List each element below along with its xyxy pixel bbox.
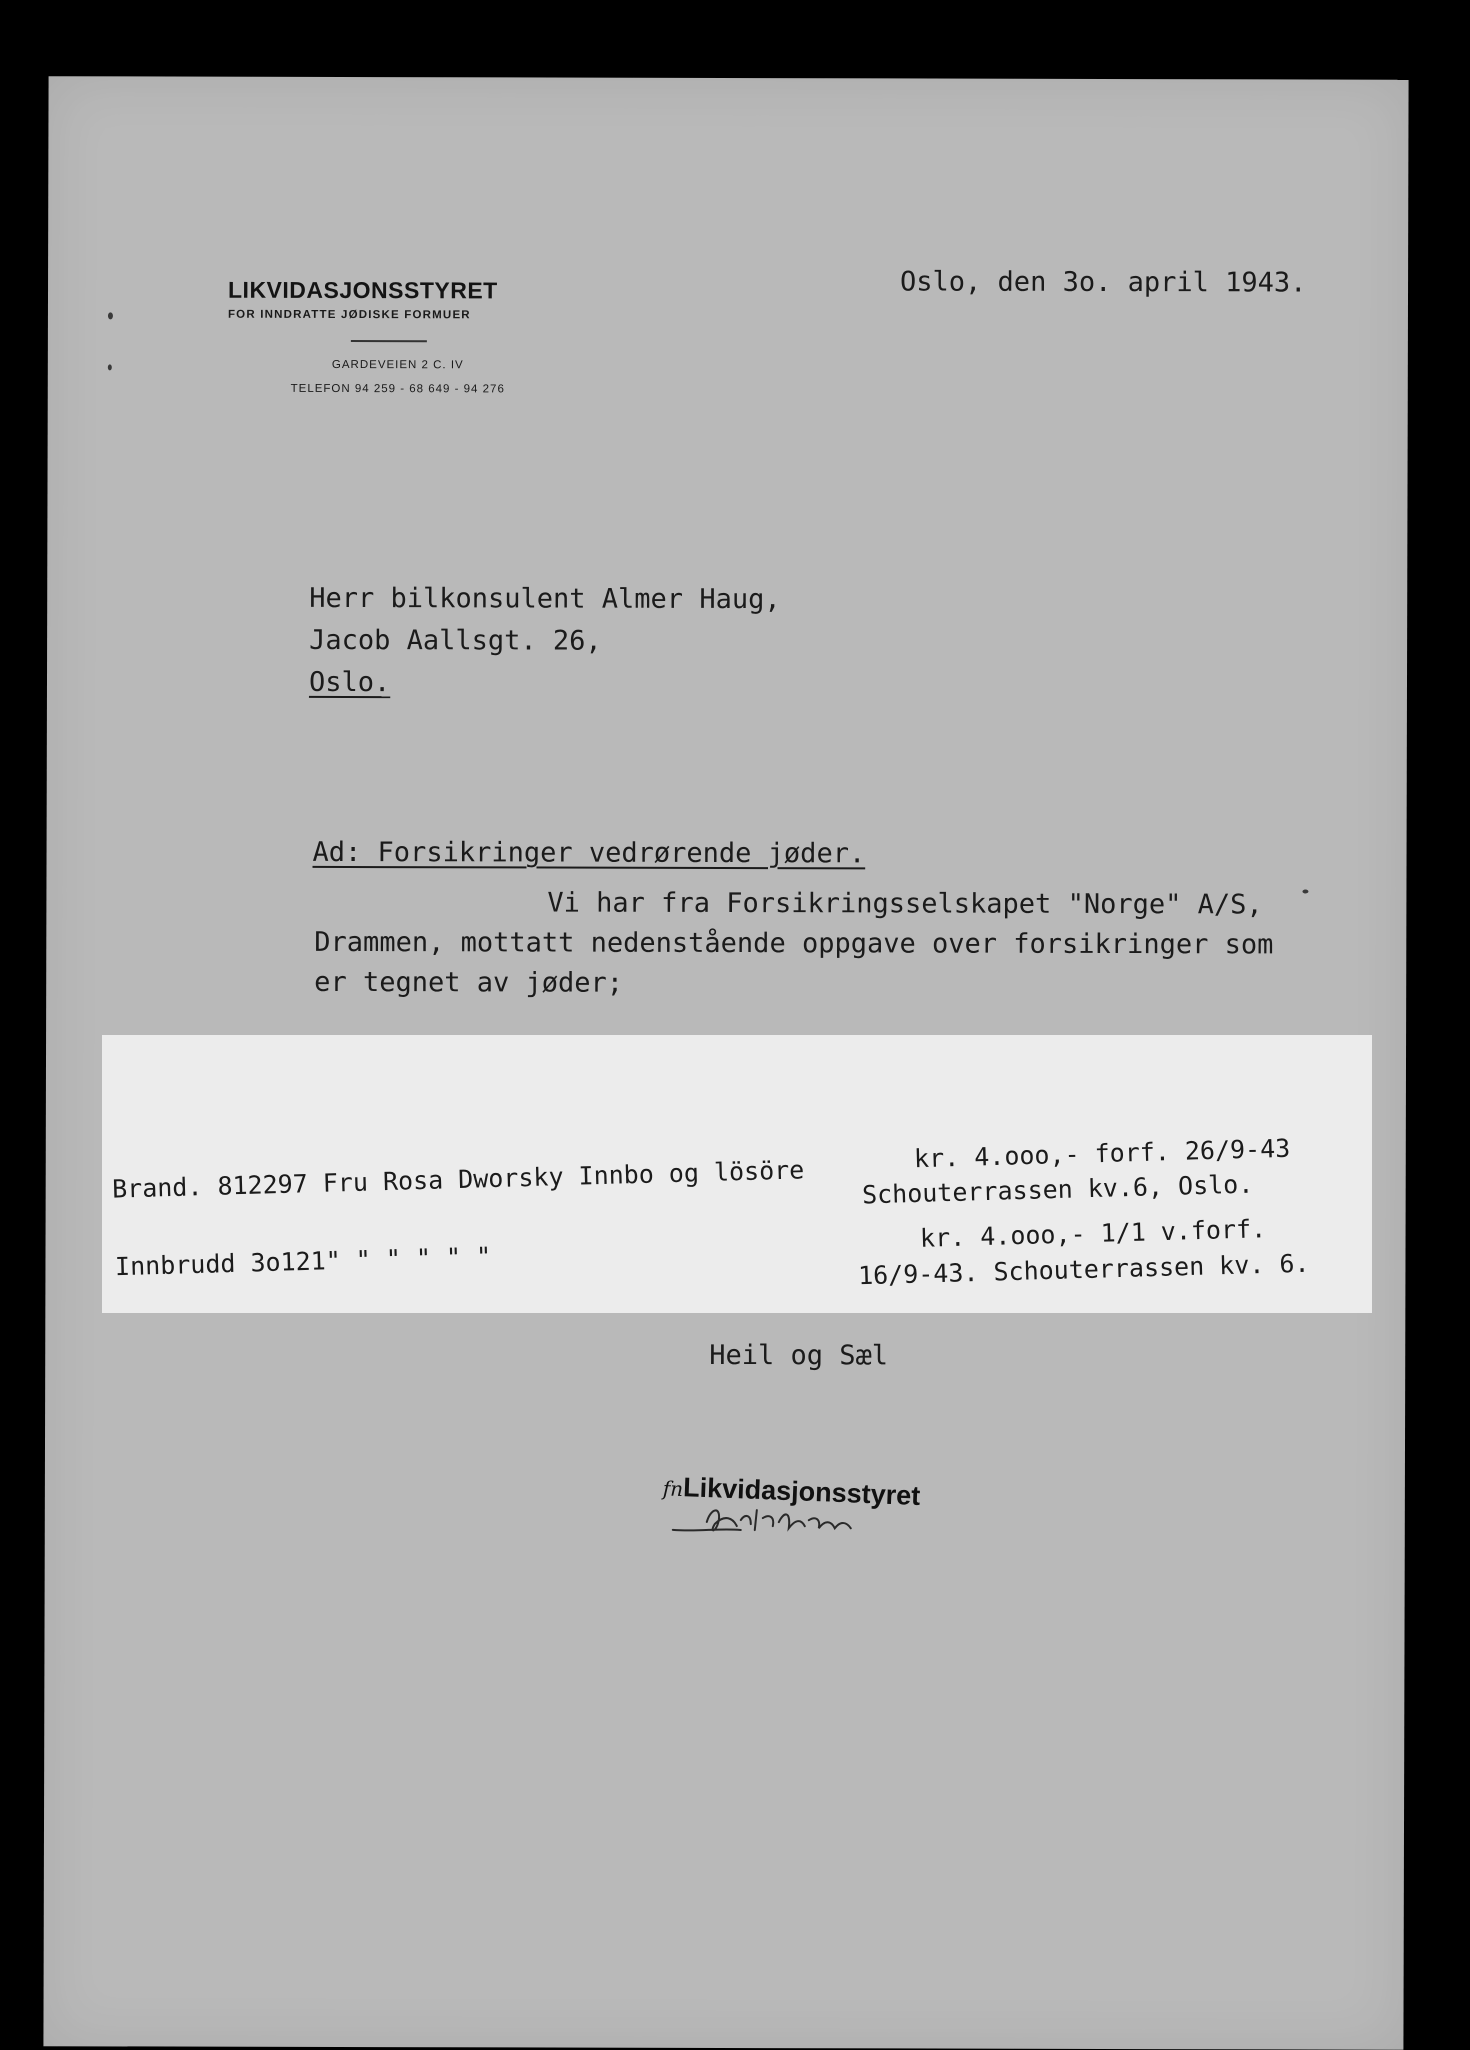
letterhead-phone: TELEFON 94 259 - 68 649 - 94 276 — [290, 382, 505, 396]
body-line-1: Vi har fra Forsikringsselskapet "Norge" A/S, — [547, 887, 1263, 921]
letterhead-subtitle: FOR INNDRATTE JØDISKE FORMUER — [227, 308, 471, 322]
body-line-3: er tegnet av jøder; — [314, 966, 624, 999]
recipient-name: Herr bilkonsulent Almer Haug, — [309, 582, 781, 616]
letterhead-address: GARDEVEIEN 2 C. IV — [331, 358, 464, 372]
recipient-city: Oslo. — [308, 666, 391, 699]
policy-row-2-amount: kr. 4.ooo,- 1/1 v.forf. — [919, 1214, 1267, 1253]
paper-speck — [1302, 890, 1308, 894]
handwritten-signature — [659, 1470, 919, 1551]
policy-row-1-amount: kr. 4.ooo,- forf. 26/9-43 — [913, 1133, 1291, 1174]
policy-row-1-address: Schouterrassen kv.6, Oslo. — [861, 1169, 1254, 1210]
letterhead-divider — [351, 340, 427, 342]
policy-row-2-address: 16/9-43. Schouterrassen kv. 6. — [857, 1248, 1310, 1291]
stamp-prefix: fn — [662, 1476, 684, 1502]
letterhead-title: LIKVIDASJONSSTYRET — [227, 276, 498, 304]
stamp-text: Likvidasjonsstyret — [682, 1472, 921, 1511]
policy-row-1-main: Brand. 812297 Fru Rosa Dworsky Innbo og lösöre — [111, 1155, 805, 1204]
paper-speck — [108, 364, 112, 370]
body-line-2: Drammen, mottatt nedenstående oppgave over forsikringer som — [314, 926, 1274, 961]
closing-greeting: Heil og Sæl — [709, 1339, 889, 1372]
subject-line: Ad: Forsikringer vedrørende jøder. — [312, 836, 866, 870]
paper-speck — [108, 312, 113, 319]
date-line: Oslo, den 3o. april 1943. — [900, 266, 1307, 299]
policy-row-2-main: Innbrudd 3o121" " " " " " — [114, 1241, 492, 1282]
policy-list-strip — [102, 1035, 1372, 1313]
recipient-street: Jacob Aallsgt. 26, — [309, 624, 602, 657]
